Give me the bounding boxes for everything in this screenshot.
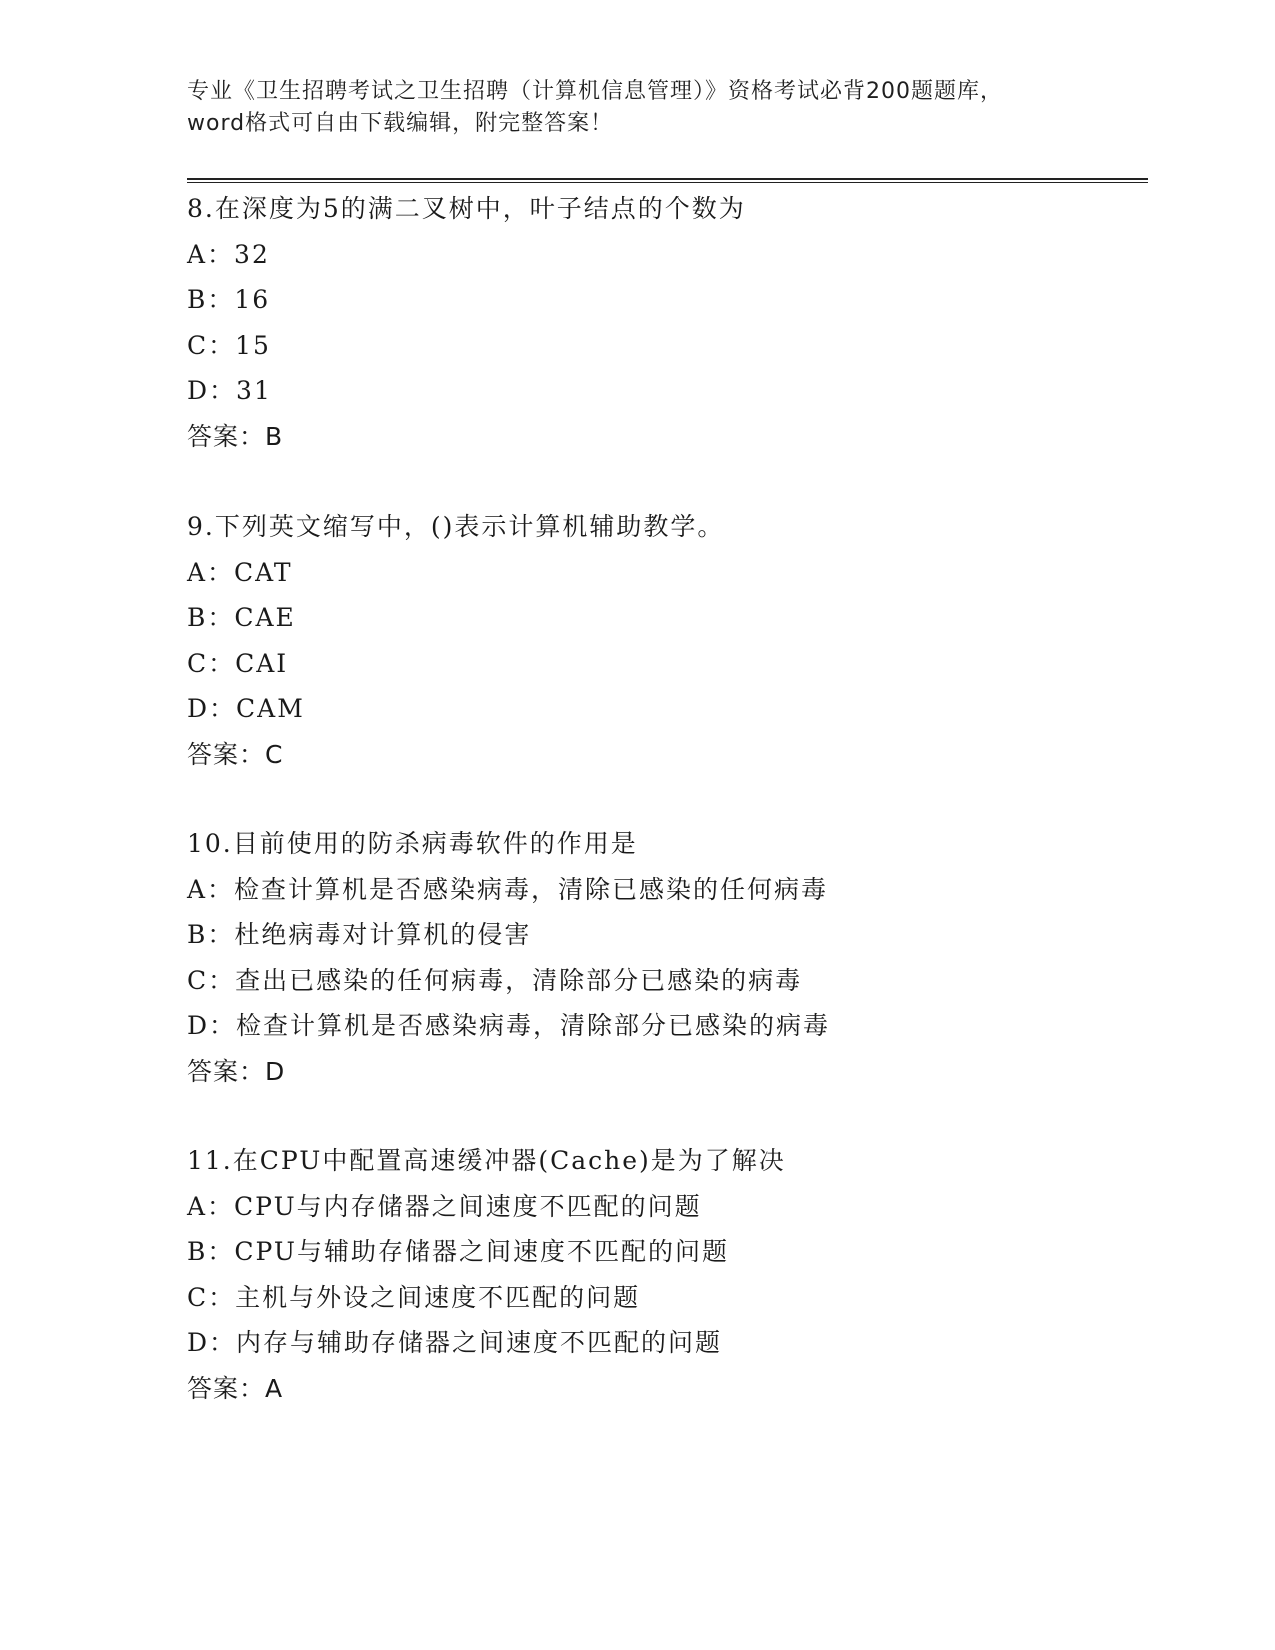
question-stem: 10.目前使用的防杀病毒软件的作用是: [187, 829, 638, 858]
option-a: A：CAT: [187, 557, 293, 587]
answer-line: 答案：B: [187, 421, 284, 451]
option-b: B：CPU与辅助存储器之间速度不匹配的问题: [187, 1237, 729, 1266]
option-d: D：检查计算机是否感染病毒，清除部分已感染的病毒: [187, 1011, 831, 1040]
option-c: C：查出已感染的任何病毒，清除部分已感染的病毒: [187, 965, 803, 995]
option-d: D：CAM: [187, 694, 305, 723]
question-10: [187, 821, 1167, 1094]
answer-line: 答案：C: [187, 739, 284, 769]
question-stem: 11.在CPU中配置高速缓冲器(Cache)是为了解决: [187, 1146, 786, 1175]
option-d: D：内存与辅助存储器之间速度不匹配的问题: [187, 1328, 723, 1357]
header-title-line-2: word格式可自由下载编辑，附完整答案！: [187, 111, 614, 136]
option-b: B：CAE: [187, 603, 296, 632]
header-divider-thin: [187, 182, 1148, 183]
answer-line: 答案：D: [187, 1056, 286, 1086]
option-c: C：主机与外设之间速度不匹配的问题: [187, 1282, 641, 1312]
answer-line: 答案：A: [187, 1373, 284, 1403]
option-c: C：CAI: [187, 648, 289, 678]
document-header: [187, 76, 1087, 140]
question-9: [187, 504, 1167, 777]
option-a: A：检查计算机是否感染病毒，清除已感染的任何病毒: [187, 874, 829, 904]
question-stem: 8.在深度为5的满二叉树中，叶子结点的个数为: [187, 194, 746, 223]
option-b: B：杜绝病毒对计算机的侵害: [187, 920, 532, 949]
option-b: B：16: [187, 285, 271, 314]
option-c: C：15: [187, 330, 271, 360]
option-a: A：32: [187, 239, 270, 269]
question-stem: 9.下列英文缩写中，()表示计算机辅助教学。: [187, 512, 725, 541]
header-divider-thick: [187, 178, 1148, 180]
header-title-line-1: 专业《卫生招聘考试之卫生招聘（计算机信息管理）》资格考试必背200题题库，: [187, 79, 1003, 104]
option-a: A：CPU与内存储器之间速度不匹配的问题: [187, 1191, 702, 1221]
question-8: [187, 186, 1167, 459]
question-11: [187, 1138, 1167, 1411]
option-d: D：31: [187, 376, 272, 405]
